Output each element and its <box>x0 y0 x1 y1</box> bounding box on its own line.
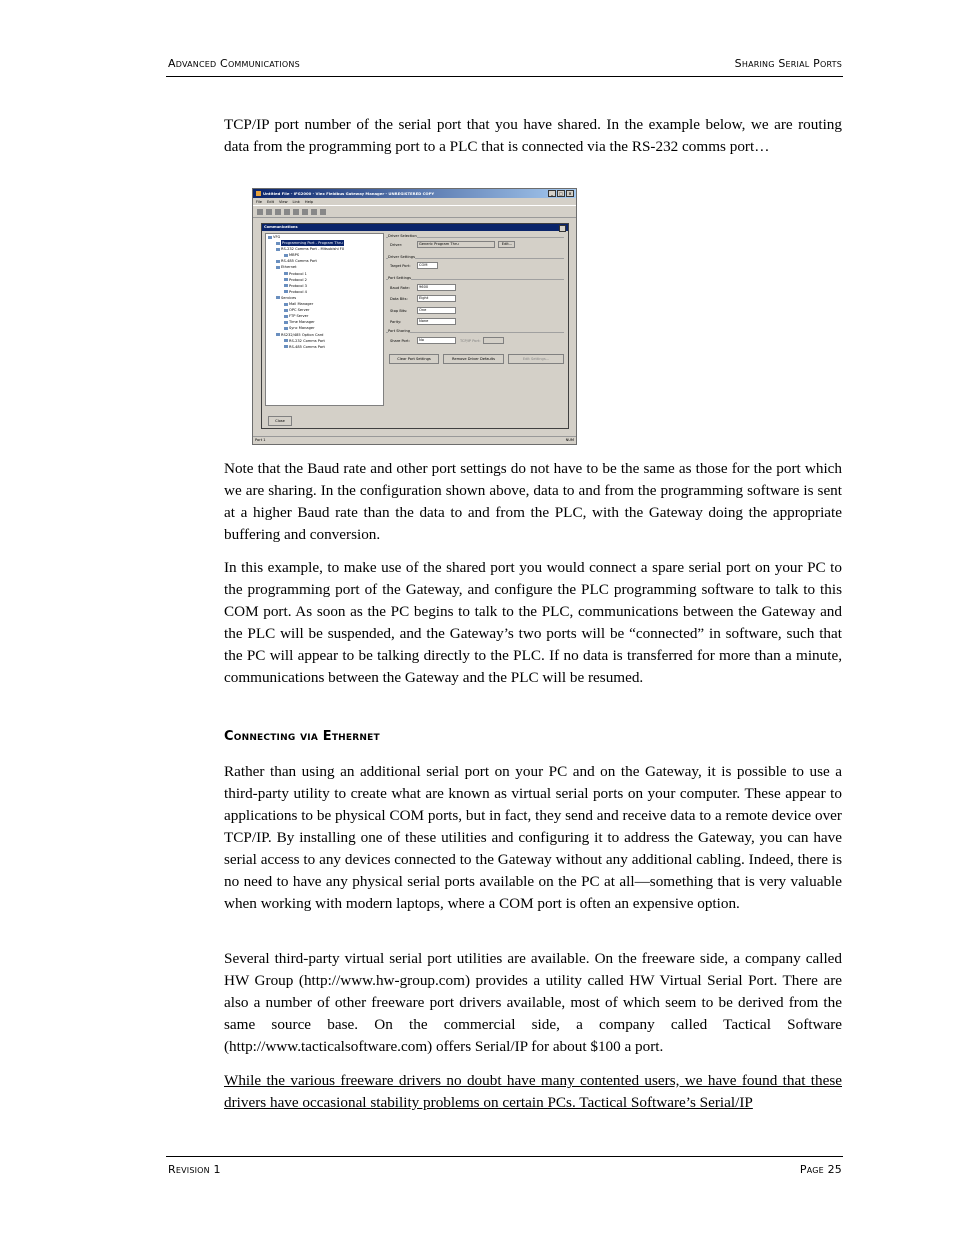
paragraph-5-block <box>224 948 842 1058</box>
target-port-label: Target Port: <box>390 263 411 268</box>
target-port-field[interactable]: COM <box>417 262 438 269</box>
paragraph-6-block <box>224 1070 842 1114</box>
group-caption: Driver Settings <box>388 255 415 259</box>
edit-settings-button[interactable]: Edit Settings... <box>508 354 564 364</box>
mail-icon <box>284 303 288 306</box>
data-bits-select[interactable]: Eight <box>417 295 456 302</box>
driver-field: Generic Program Thru <box>417 241 495 248</box>
port-tree <box>265 233 384 406</box>
port-icon <box>284 345 288 348</box>
share-port-label: Share Port: <box>390 338 410 343</box>
paragraph-3-block <box>224 557 842 689</box>
paragraph-1-block <box>224 114 842 158</box>
menu-edit[interactable]: Edit <box>267 199 274 204</box>
tree-label: Sync Manager <box>289 326 315 331</box>
paragraph-4-block <box>224 761 842 915</box>
tree-label: VFG <box>273 235 281 239</box>
paragraph-2: Note that the Baud rate and other port settings do not have to be the same as those for the port which we are sharing. In the configuration shown above, data to and from the programming software is sent at a higher Baud rate than the data to and from the PLC, with the Gateway doing the appropriate buffering and conversion. <box>224 460 842 543</box>
tree-label: Mail Manager <box>289 302 314 307</box>
tree-label: RS-485 Comms Port <box>281 259 317 264</box>
port-icon <box>276 248 280 251</box>
tree-item[interactable] <box>266 344 383 350</box>
port-sharing-group <box>386 329 564 333</box>
driver-row <box>390 241 515 248</box>
group-caption: Driver Selection <box>388 234 417 238</box>
tree-label: OPC Server <box>289 308 310 313</box>
data-bits-row <box>390 295 456 302</box>
parity-row <box>390 318 456 325</box>
parity-label: Parity: <box>390 319 402 324</box>
tree-label: Programming Port - Program Thru <box>282 241 343 246</box>
new-file-icon[interactable] <box>257 209 263 215</box>
paragraph-1: TCP/IP port number of the serial port that you have shared. In the example below, we are routing data from the programming port to a PLC that is connected via the RS-232 comms port… <box>224 116 842 155</box>
tree-label: Protocol 1 <box>289 271 307 276</box>
baud-rate-select[interactable]: 9600 <box>417 284 456 291</box>
menu-help[interactable]: Help <box>304 199 314 204</box>
menu-file[interactable]: File <box>256 199 263 204</box>
port-settings-group <box>386 276 564 280</box>
share-port-row <box>390 337 504 344</box>
services-icon <box>276 296 280 299</box>
open-file-icon[interactable] <box>266 209 272 215</box>
cut-icon[interactable] <box>284 209 290 215</box>
tree-label: MBPS <box>289 253 300 258</box>
data-bits-label: Data Bits: <box>390 296 408 301</box>
save-icon[interactable] <box>275 209 281 215</box>
screenshot-statusbar <box>253 436 576 444</box>
port-icon <box>276 260 280 263</box>
status-left: Port 1 <box>255 438 266 442</box>
protocol-icon <box>284 278 288 281</box>
dialog-close-button[interactable]: Close <box>268 416 292 426</box>
settings-panel <box>386 233 564 413</box>
tcp-port-label: TCP/IP Port: <box>460 338 481 343</box>
driver-edit-button[interactable]: Edit... <box>498 241 515 248</box>
group-caption: Port Sharing <box>388 329 411 333</box>
driver-label: Driver: <box>390 242 403 247</box>
tree-label: Time Manager <box>289 320 315 325</box>
driver-selection-group <box>386 234 564 238</box>
clear-port-settings-button[interactable]: Clear Port Settings <box>389 354 439 364</box>
delete-icon[interactable] <box>311 209 317 215</box>
tree-label: Protocol 2 <box>289 277 307 282</box>
screenshot-titlebar <box>253 189 576 198</box>
ethernet-icon <box>276 266 280 269</box>
driver-settings-group <box>386 255 564 259</box>
paragraph-5: Several third-party virtual serial port utilities are available. On the freeware side, a company called HW Group (http://www.hw-group.com) provides a utility called HW Virtual Serial Port. There are also a number of other freeware port drivers available, most of which seem to be derived from the same source base. On the commercial side, a company called Tactical Software (http://www.tacticalsoftware.com) offers Serial/IP for about $100 a port. <box>224 950 842 1055</box>
copy-icon[interactable] <box>293 209 299 215</box>
dialog-close-icon[interactable] <box>559 225 566 232</box>
group-caption: Port Settings <box>388 276 412 280</box>
header-rule <box>166 76 843 77</box>
footer-right: Page 25 <box>799 1163 842 1176</box>
dialog-title-text: Communications <box>264 225 298 229</box>
clock-icon <box>284 321 288 324</box>
paragraph-2-block <box>224 458 842 546</box>
tree-label: Services <box>281 295 297 300</box>
paragraph-6: While the various freeware drivers no doubt have many contented users, we have found that these drivers have occasional stability problems on certain PCs. Tactical Software’s Serial/IP <box>224 1072 842 1111</box>
baud-rate-label: Baud Rate: <box>390 285 410 290</box>
tcp-port-field[interactable] <box>483 337 504 344</box>
tree-label: RS-232 Comms Port - Mitsubishi FX <box>281 247 345 252</box>
footer-left: Revision 1 <box>168 1163 221 1176</box>
tree-label: Ethernet <box>281 265 297 270</box>
menu-link[interactable]: Link <box>292 199 300 204</box>
tree-label: RS-232 Comms Port <box>289 338 325 343</box>
stop-bits-row <box>390 307 456 314</box>
minimize-icon[interactable]: _ <box>548 190 556 197</box>
header-right: Sharing Serial Ports <box>734 57 842 70</box>
section-heading: Connecting via Ethernet <box>224 729 380 744</box>
server-icon <box>284 315 288 318</box>
share-port-select[interactable]: No <box>417 337 456 344</box>
port-icon <box>276 242 280 245</box>
sync-icon <box>284 327 288 330</box>
dialog-title <box>262 224 568 231</box>
screenshot-toolbar <box>253 206 576 218</box>
link-icon[interactable] <box>320 209 326 215</box>
server-icon <box>284 309 288 312</box>
stop-bits-label: Stop Bits: <box>390 308 408 313</box>
header-left: Advanced Communications <box>168 57 300 70</box>
tree-label: RS-485 Comms Port <box>289 344 325 349</box>
screenshot-menubar <box>253 198 576 206</box>
paste-icon[interactable] <box>302 209 308 215</box>
status-right: NUM <box>565 438 574 442</box>
port-icon <box>284 339 288 342</box>
parity-select[interactable]: None <box>417 318 456 325</box>
remove-driver-defaults-button[interactable]: Remove Driver Defaults <box>443 354 504 364</box>
tree-label: FTP Server <box>289 314 309 319</box>
maximize-icon[interactable]: □ <box>557 190 565 197</box>
software-screenshot <box>252 188 577 445</box>
protocol-icon <box>284 284 288 287</box>
footer-rule <box>166 1156 843 1157</box>
tree-label: RS232/485 Option Card <box>281 332 324 337</box>
close-icon[interactable]: × <box>566 190 574 197</box>
screenshot-title: Untitled File - IFG2000 - Vlex Fieldbus Gateway Manager - UNREGISTERED COPY <box>263 191 435 196</box>
protocol-icon <box>284 272 288 275</box>
tree-label: Protocol 4 <box>289 289 307 294</box>
target-port-row <box>390 262 438 269</box>
protocol-icon <box>284 290 288 293</box>
window-buttons <box>548 190 576 197</box>
communications-dialog <box>261 223 569 429</box>
menu-view[interactable]: View <box>278 199 288 204</box>
device-icon <box>268 236 272 239</box>
app-icon <box>256 191 261 196</box>
paragraph-4: Rather than using an additional serial port on your PC and on the Gateway, it is possible to use a third-party utility to create what are known as virtual serial ports on your computer. These appear to applications to be physical COM ports, but in fact, they send and receive data to a remote device over TCP/IP. By installing one of these utilities and configuring it to address the Gateway, you can have serial access to any devices connected to the Gateway without any additional cabling. Indeed, there is no need to have any physical serial ports available on the PC at all—something that is very valuable when working with modern laptops, where a COM port is often an expensive option. <box>224 763 842 912</box>
baud-rate-row <box>390 284 456 291</box>
stop-bits-select[interactable]: One <box>417 307 456 314</box>
card-icon <box>276 333 280 336</box>
tree-label: Protocol 3 <box>289 283 307 288</box>
device-icon <box>284 254 288 257</box>
paragraph-3: In this example, to make use of the shared port you would connect a spare serial port on your PC to the programming port of the Gateway, and configure the PLC programming software to talk to this COM port. As soon as the PC begins to talk to the PLC, communications between the Gateway and the PLC will be suspended, and the Gateway’s two ports will be “connected” in software, such that the PC will appear to be talking directly to the PLC. If no data is transferred for more than a minute, communications between the Gateway and the PLC will be resumed. <box>224 559 842 686</box>
